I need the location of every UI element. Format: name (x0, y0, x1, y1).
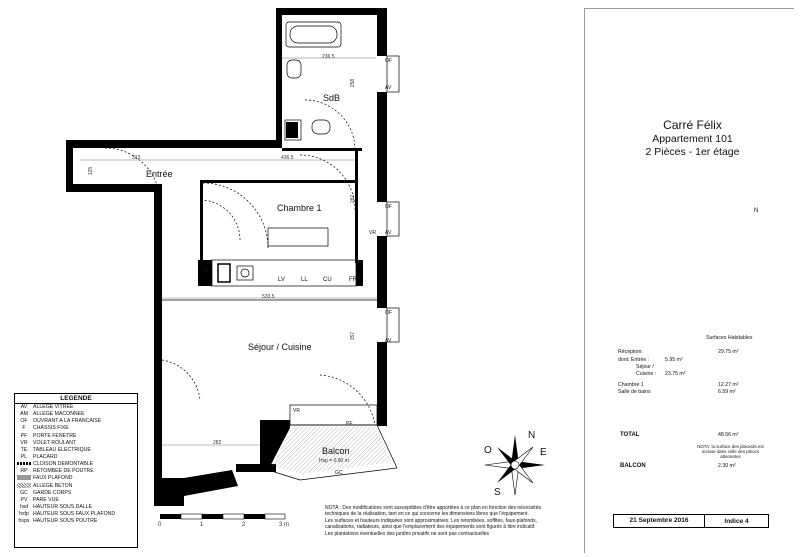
marker-of-2: OF (385, 204, 392, 210)
footer-date-box (613, 514, 769, 528)
legend-row (15, 461, 137, 468)
legend-row (15, 411, 137, 418)
marker-fr: FR (349, 277, 357, 283)
legend-text: HAUTEUR SOUS DALLE (33, 503, 93, 510)
legend-text: PORTE FENÊTRE (33, 432, 77, 439)
surf-balcon-value: 2.30 m² (718, 463, 736, 469)
legend-text: HAUTEUR SOUS POUTRE (33, 518, 98, 525)
marker-av-1: AV (385, 85, 392, 91)
surf-total-value: 48.56 m² (718, 432, 739, 438)
legend-row (15, 483, 137, 490)
legend-code: PF (20, 432, 28, 439)
surf-reception-label: Réception: (618, 349, 643, 355)
legend-title: LEGENDE (15, 394, 137, 404)
legend-code: PV (20, 496, 28, 503)
legend-swatch-faux-plafond (15, 475, 33, 482)
legend-text: CHASSIS FIXE (33, 425, 69, 432)
room-entree: Entrée (146, 169, 173, 179)
dim-chambre-width: 436.5 (281, 155, 294, 161)
legend-row (15, 440, 137, 447)
legend-row (15, 504, 137, 511)
note-line: Les surfaces et hauteurs indiquées sont approximatives. Les retombées, soffites, faux-plafonds, (325, 517, 537, 524)
te-box (218, 264, 230, 282)
marker-av-2: AV (385, 230, 392, 236)
keyplan-n: N (754, 208, 759, 214)
marker-vr-2: VR (293, 408, 300, 414)
surf-sdb-value: 6.59 m² (718, 389, 736, 395)
surf-balcon-label: BALCON (620, 463, 646, 469)
title-frame-top-line (584, 8, 794, 9)
legend-text: ALLEGE BETON (33, 482, 73, 489)
marker-gc: GC (335, 470, 343, 476)
marker-av-3: AV (385, 338, 392, 344)
scale-0: 0 (158, 522, 162, 528)
marker-ll: LL (301, 277, 308, 283)
legend-text: HAUTEUR SOUS FAUX PLAFOND (33, 511, 116, 518)
legend-swatch-cloison (15, 461, 33, 468)
legend-text: OUVRANT A LA FRANCAISE (33, 418, 102, 425)
legend-row (15, 454, 137, 461)
surf-cuisine-label: Cuisine : (636, 371, 657, 377)
note-line: NOTA : Des modifications sont susceptibles d'être apportées à ce plan en fonction des nécessités (325, 505, 541, 511)
legend-text: RETOMBEE DE POUTRE (33, 468, 94, 475)
legend-row (15, 497, 137, 504)
legend-row (15, 425, 137, 432)
legend-code: hsd (19, 503, 29, 510)
legend-code: VR (20, 439, 28, 446)
legend-text: GARDE CORPS (33, 489, 72, 496)
legend-row (15, 404, 137, 411)
legend-code: TE (20, 446, 28, 453)
legend-row (15, 490, 137, 497)
legend-text: ALLEGE MACONNEE (33, 411, 85, 418)
legend-code: PL (20, 453, 28, 460)
room-balcon: Balcon (322, 446, 350, 456)
legend-row (15, 433, 137, 440)
apartment-type: 2 Pièces - 1er étage (645, 146, 740, 158)
legend-code: hsfp (19, 511, 29, 518)
title-block (585, 118, 800, 159)
room-sdb: SdB (323, 93, 341, 103)
legend-code: RP (20, 468, 28, 475)
compass-e: E (540, 447, 547, 458)
compass-rose (485, 435, 545, 495)
legend-code: F (22, 425, 26, 432)
legend-text: PARE VUE (33, 496, 59, 503)
dim-sdb-width: 236.5 (322, 54, 335, 60)
dim-bottom-width: 282 (213, 440, 222, 446)
dim-sdb-height: 258 (350, 78, 357, 88)
legend (14, 393, 138, 548)
legend-code: AV (20, 404, 28, 410)
note-line: techniques de la réalisation, tant en ce qui concerne les dimensions libres que l'équipement. (325, 511, 529, 518)
surfaces-header: Surfaces Habitables (706, 335, 753, 341)
legend-row (15, 511, 137, 518)
dim-sejour-height: 357 (350, 331, 357, 341)
footer-index: Indice 4 (724, 517, 749, 525)
shaft (286, 122, 298, 138)
room-sejour: Séjour / Cuisine (248, 342, 312, 352)
marker-te: TE (202, 268, 210, 274)
footer-date: 21 Septembre 2016 (614, 515, 705, 527)
project-name: Carré Félix (663, 118, 722, 132)
note-line: canalisations, radiateurs, ainsi que l'emplacement des équipements sont figurés à titre indicatif. (325, 524, 536, 531)
legend-code: GC (20, 489, 28, 496)
compass-s: S (494, 487, 501, 498)
compass-n: N (528, 430, 536, 441)
surf-cuisine-value: 23.75 m² (665, 371, 686, 377)
apartment-number: Appartement 101 (652, 133, 733, 145)
disclaimer-note (325, 505, 580, 537)
marker-of-3: OF (385, 310, 392, 316)
surf-entree-value: 5.95 m² (665, 357, 683, 363)
surf-note: NOTA: la surface des placards est incluse dans celle des pièces attenantes (697, 444, 764, 460)
scale-bar (160, 514, 285, 519)
marker-cu: CU (323, 277, 332, 283)
legend-code: OF (20, 418, 28, 425)
compass-o: O (484, 445, 492, 456)
legend-text: VOLET ROULANT (33, 439, 77, 446)
legend-row (15, 447, 137, 454)
marker-of-1: OF (385, 58, 392, 64)
legend-row (15, 475, 137, 482)
legend-row (15, 468, 137, 475)
marker-pf: PF (346, 421, 353, 427)
legend-text: PLACARD (33, 453, 58, 460)
scale-1: 1 (200, 522, 204, 528)
dim-entree-width: 313 (132, 155, 141, 161)
scale-2: 2 (242, 522, 246, 528)
legend-row (15, 518, 137, 525)
room-chambre: Chambre 1 (277, 203, 322, 213)
legend-swatch-allege-beton (15, 483, 33, 490)
scale-3: 3 m (279, 522, 290, 528)
surf-reception-value: 29.75 m² (718, 349, 739, 355)
legend-code: hsps (18, 518, 30, 525)
surf-chambre-label: Chambre 1 (618, 382, 644, 388)
surf-sdb-label: Salle de bains (618, 389, 651, 395)
note-line: Les plantations éventuelles des jardins privatifs ne sont pas contractuelles (325, 530, 489, 537)
marker-vr-1: VR (369, 230, 376, 236)
dim-chambre-height: 282 (350, 194, 357, 204)
surf-entree-label: dont: Entrée : (618, 357, 650, 363)
legend-row (15, 418, 137, 425)
legend-text: CLOISON DEMONTABLE (33, 461, 94, 468)
legend-text: ALLEGE VITREE (33, 404, 74, 410)
marker-lv: LV (278, 277, 285, 283)
legend-text: TABLEAU ELECTRIQUE (33, 446, 91, 453)
dim-entree-height: 125 (88, 166, 95, 176)
legend-text: FAUX PLAFOND (33, 475, 73, 482)
surf-sejour-label: Séjour / (636, 364, 654, 370)
surf-total-label: TOTAL (620, 432, 640, 438)
balcon-note: Hsp = 0.90 m (319, 458, 349, 464)
surf-chambre-value: 12.27 m² (718, 382, 739, 388)
legend-code: AM (20, 411, 28, 418)
dim-sejour-width: 533.5 (262, 294, 275, 300)
